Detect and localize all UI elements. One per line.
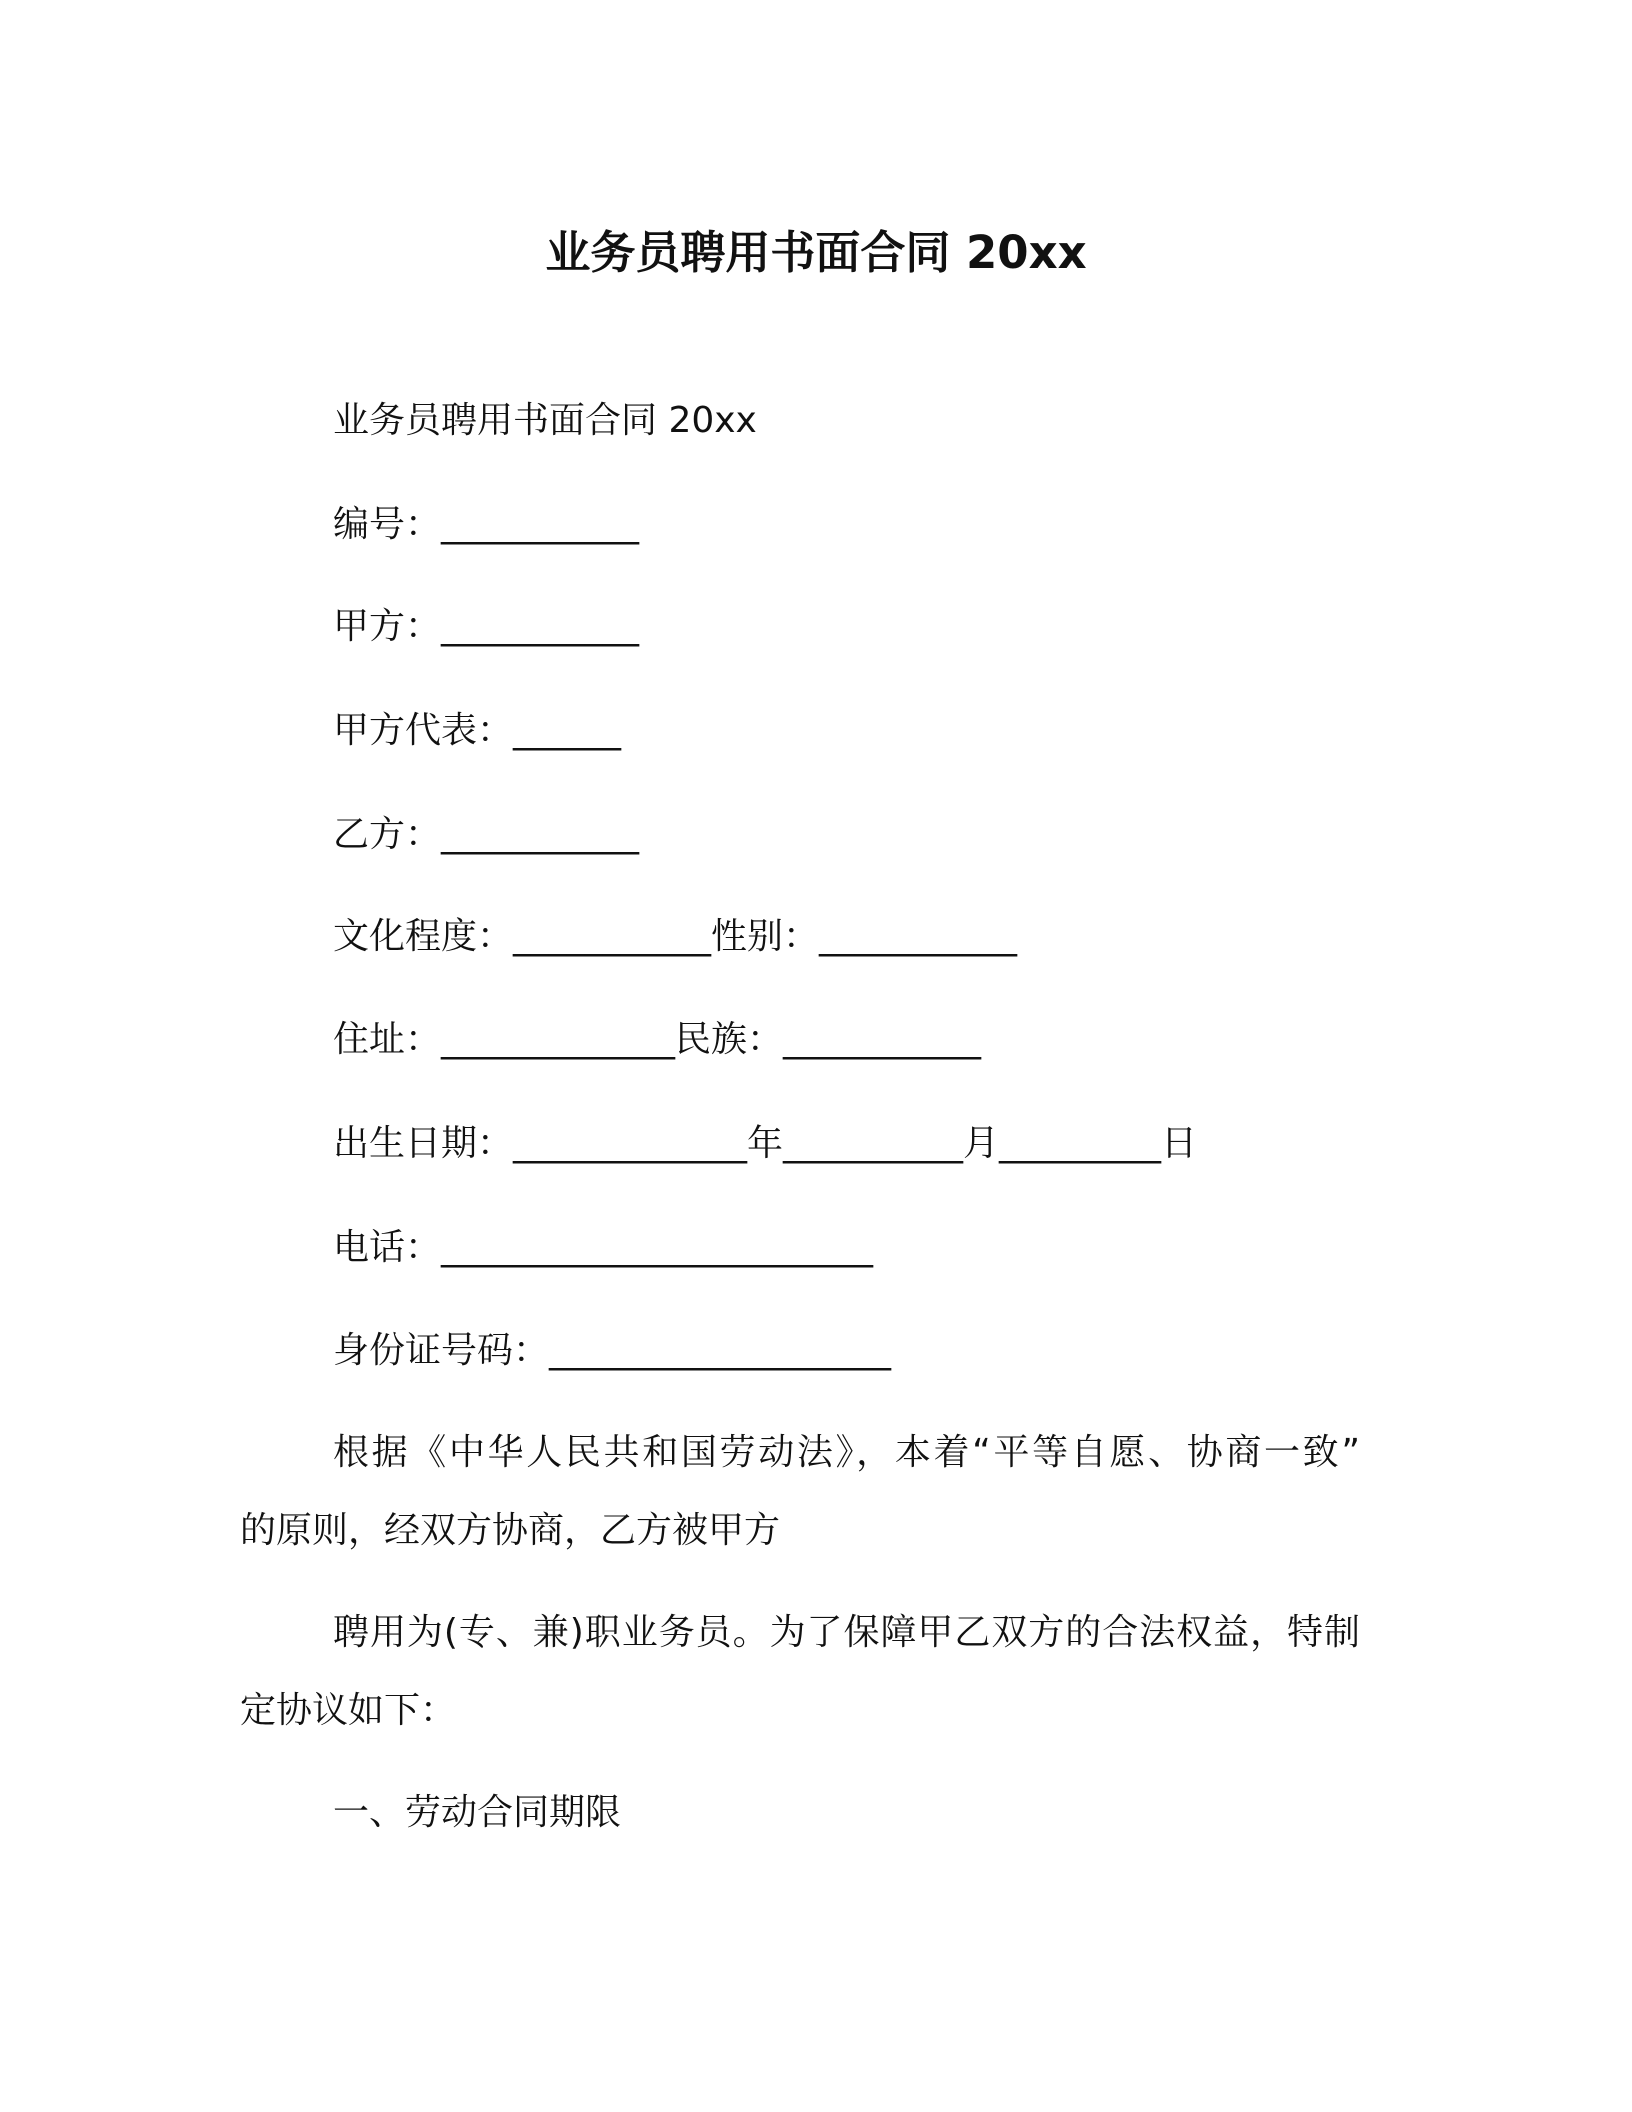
- field-education-blank: ___________: [513, 916, 712, 957]
- field-party-a-representative: [333, 706, 621, 756]
- field-address-ethnicity: [333, 1015, 981, 1065]
- field-party-a-blank: ___________: [441, 606, 640, 647]
- field-party-b-blank: ___________: [441, 814, 640, 855]
- field-ethnicity-label: 民族：: [675, 1019, 784, 1060]
- section-heading: 一、劳动合同期限: [333, 1792, 622, 1833]
- field-birth-day-unit: 日: [1161, 1123, 1198, 1164]
- field-gender-label: 性别：: [711, 916, 820, 957]
- field-party-b-label: 乙方：: [333, 814, 442, 855]
- field-address-label: 住址：: [333, 1019, 442, 1060]
- field-number: [333, 500, 639, 550]
- field-birth-date: [333, 1119, 1197, 1169]
- field-party-a: [333, 602, 639, 652]
- document-title: 业务员聘用书面合同 20xx: [545, 226, 1087, 279]
- field-id-number-blank: ___________________: [549, 1330, 892, 1371]
- field-education-label: 文化程度：: [333, 916, 514, 957]
- field-birth-date-label: 出生日期：: [333, 1123, 514, 1164]
- paragraph-2-line-2: 定协议如下：: [240, 1690, 457, 1731]
- field-party-a-representative-label: 甲方代表：: [333, 710, 514, 751]
- field-id-number-label: 身份证号码：: [333, 1330, 550, 1371]
- field-number-blank: ___________: [441, 504, 640, 545]
- field-education-gender: [333, 912, 1017, 962]
- field-party-a-label: 甲方：: [333, 606, 442, 647]
- field-ethnicity-blank: ___________: [783, 1019, 982, 1060]
- field-phone-label: 电话：: [333, 1227, 442, 1268]
- paragraph-1-line-1: 根据《中华人民共和国劳动法》，本着“平等自愿、协商一致”: [333, 1432, 1360, 1473]
- field-id-number: [333, 1326, 891, 1376]
- field-party-b: [333, 810, 639, 860]
- field-birth-year-unit: 年: [747, 1123, 784, 1164]
- paragraph-1-line-2: 的原则，经双方协商，乙方被甲方: [240, 1510, 781, 1551]
- field-gender-blank: ___________: [819, 916, 1018, 957]
- field-phone-blank: ________________________: [441, 1227, 874, 1268]
- field-address-blank: _____________: [441, 1019, 676, 1060]
- field-phone: [333, 1223, 873, 1273]
- paragraph-2-line-1: 聘用为(专、兼)职业务员。为了保障甲乙双方的合法权益，特制: [333, 1612, 1360, 1653]
- field-number-label: 编号：: [333, 504, 442, 545]
- field-birth-month-blank: __________: [783, 1123, 964, 1164]
- field-birth-day-blank: _________: [999, 1123, 1162, 1164]
- field-birth-year-blank: _____________: [513, 1123, 748, 1164]
- field-birth-month-unit: 月: [963, 1123, 1000, 1164]
- document-subtitle: 业务员聘用书面合同 20xx: [333, 400, 757, 441]
- field-party-a-representative-blank: ______: [513, 710, 622, 751]
